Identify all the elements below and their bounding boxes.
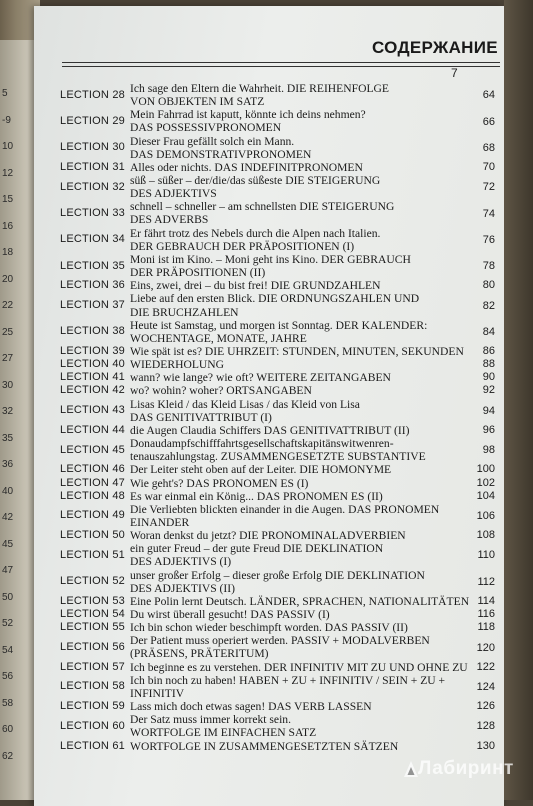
facing-page-number: 50 (2, 591, 14, 603)
lesson-label: LECTION 46 (60, 463, 125, 476)
lesson-label: LECTION 33 (60, 206, 125, 219)
entry-title-line: Ich bin noch zu haben! HABEN + ZU + INFINITIV / SEIN + ZU + (130, 673, 446, 687)
entry-page-number: 102 (476, 476, 495, 489)
toc-entry (60, 634, 495, 660)
facing-page-number: 58 (2, 697, 14, 709)
entry-title-line: Wie spät ist es? DIE UHRZEIT: STUNDEN, MINUTEN, SEKUNDEN (130, 345, 464, 358)
facing-page-number: 5 (2, 88, 8, 99)
entry-title-line: Er fährt trotz des Nebels durch die Alpen nach Italien. (130, 226, 381, 240)
toc-entry (60, 503, 495, 529)
toc-entry (60, 358, 495, 371)
entry-title-line: Du wirst überall gesucht! DAS PASSIV (I) (130, 608, 330, 621)
entry-title-line: Eins, zwei, drei – du bist frei! DIE GRUNDZAHLEN (130, 279, 381, 293)
entry-title-line: Donaudampfschifffahrtsgesellschaftskapitänswitwenren- (130, 437, 394, 451)
entry-page-number: 86 (482, 345, 495, 357)
entry-title-line: Moni ist im Kino. – Moni geht ins Kino. DER GEBRAUCH (130, 252, 411, 266)
entry-title-line: Der Leiter steht oben auf der Leiter. DIE HOMONYME (130, 463, 392, 477)
entry-page-number: 76 (482, 233, 495, 246)
entry-title-line: Woran denkst du jetzt? DIE PRONOMINALADVERBIEN (130, 529, 406, 543)
entry-page-number: 80 (482, 279, 495, 292)
toc-entry (60, 569, 495, 595)
lesson-label: LECTION 61 (60, 739, 125, 752)
entry-title-line: Ich beginne es zu verstehen. DER INFINITIV MIT ZU UND OHNE ZU (130, 660, 468, 674)
entry-page-number: 104 (476, 489, 495, 502)
facing-page-number: 27 (2, 353, 14, 364)
lesson-label: LECTION 47 (60, 476, 125, 489)
entry-page-number: 96 (482, 423, 495, 436)
toc-entry (60, 161, 495, 174)
toc-entry (60, 477, 495, 490)
facing-page-number: 42 (2, 512, 14, 523)
facing-page-number: 32 (2, 406, 14, 417)
entry-title-line: Der Satz muss immer korrekt sein. (130, 713, 291, 727)
facing-page-number: 36 (2, 459, 14, 470)
toc-entry (60, 398, 495, 424)
entry-page-number: 112 (477, 575, 495, 588)
toc-entry (60, 108, 495, 134)
entry-page-number: 74 (482, 207, 495, 220)
entry-page-number: 94 (482, 404, 495, 417)
toc-entry (60, 595, 495, 608)
toc-entry (60, 292, 495, 318)
entry-page-number: 130 (476, 739, 495, 752)
entry-page-number: 126 (476, 700, 495, 713)
toc-entry (60, 529, 495, 542)
lesson-label: LECTION 55 (60, 621, 125, 634)
entry-title-line: Der Patient muss operiert werden. PASSIV + MODALVERBEN (130, 634, 430, 648)
entry-title-line: DES ADJEKTIVS (II) (130, 581, 235, 595)
toc-entry (60, 490, 495, 503)
lesson-label: LECTION 42 (60, 384, 125, 397)
lesson-label: LECTION 30 (60, 141, 125, 154)
lesson-label: LECTION 44 (60, 423, 125, 436)
lesson-label: LECTION 36 (60, 279, 125, 292)
entry-title-line: Lass mich doch etwas sagen! DAS VERB LASSEN (130, 700, 372, 714)
toc-entry (60, 345, 495, 358)
book-right-edge (504, 0, 533, 800)
entry-page-number: 84 (482, 325, 495, 338)
entry-title-line: Ich bin schon wieder beschimpft worden. DAS PASSIV (II) (130, 621, 408, 635)
lesson-label: LECTION 52 (60, 575, 125, 588)
toc-entry (60, 135, 495, 161)
entry-title-line: unser großer Erfolg – dieser große Erfolg DIE DEKLINATION (130, 568, 425, 582)
watermark-logo: Лабиринт (418, 758, 514, 779)
toc-entry (60, 740, 495, 753)
facing-page-number: 35 (2, 432, 14, 444)
lesson-label: LECTION 29 (60, 114, 125, 127)
entry-title-line: Alles oder nichts. DAS INDEFINITPRONOMEN (130, 160, 363, 174)
lesson-label: LECTION 59 (60, 700, 125, 713)
entry-title-line: WOCHENTAGE, MONATE, JAHRE (130, 331, 307, 345)
entry-title-line: DER GEBRAUCH DER PRÄPOSITIONEN (I) (130, 239, 355, 253)
entry-title-line: DAS POSSESSIVPRONOMEN (130, 121, 282, 135)
labirint-logo-icon (403, 760, 419, 778)
toc-entry (60, 661, 495, 674)
entry-page-number: 116 (477, 608, 495, 620)
entry-page-number: 120 (476, 641, 495, 654)
page-title: СОДЕРЖАНИЕ (372, 38, 498, 57)
toc-entry (60, 227, 495, 253)
lesson-label: LECTION 38 (60, 325, 125, 338)
facing-page-number: 62 (2, 750, 14, 762)
entry-title-line: schnell – schneller – am schnellsten DIE STEIGERUNG (130, 200, 395, 214)
entry-title-line: DIE BRUCHZAHLEN (130, 305, 239, 319)
lesson-label: LECTION 31 (60, 160, 125, 173)
entry-title-line: wo? wohin? woher? ORTSANGABEN (130, 384, 312, 398)
page-number: 7 (451, 66, 458, 80)
facing-page-number: 52 (2, 618, 14, 629)
lesson-label: LECTION 39 (60, 345, 125, 357)
entry-page-number: 114 (477, 594, 495, 607)
entry-page-number: 92 (482, 384, 495, 397)
entry-title-line: WIEDERHOLUNG (130, 358, 225, 372)
toc-entry (60, 319, 495, 345)
entry-page-number: 118 (477, 621, 495, 634)
facing-page-number: 45 (2, 538, 14, 550)
lesson-label: LECTION 56 (60, 640, 125, 653)
lesson-label: LECTION 51 (60, 548, 125, 561)
facing-page-number: 54 (2, 644, 14, 656)
toc-entry (60, 437, 495, 463)
lesson-label: LECTION 41 (60, 371, 125, 384)
facing-page-number: 20 (2, 273, 14, 285)
toc-entry (60, 174, 495, 200)
facing-page-number: 40 (2, 485, 14, 497)
entry-page-number: 90 (482, 371, 495, 384)
toc-entry (60, 621, 495, 634)
facing-page-number: 22 (2, 300, 14, 311)
entry-title-line: Lisas Kleid / das Kleid Lisas / das Kleid von Lisa (130, 397, 360, 411)
toc-entry (60, 200, 495, 226)
entry-page-number: 98 (482, 444, 495, 457)
entry-page-number: 82 (482, 299, 495, 312)
facing-page-number: -9 (2, 114, 11, 126)
entry-title-line: süß – süßer – der/die/das süßeste DIE STEIGERUNG (130, 174, 381, 188)
facing-page-number: 60 (2, 724, 14, 735)
lesson-label: LECTION 48 (60, 489, 125, 502)
entry-title-line: Liebe auf den ersten Blick. DIE ORDNUNGSZAHLEN UND (130, 292, 420, 306)
toc-entry (60, 608, 495, 621)
lesson-label: LECTION 35 (60, 259, 125, 272)
entry-page-number: 110 (477, 549, 495, 562)
facing-page-number: 47 (2, 565, 14, 576)
entry-title-line: Es war einmal ein König... DAS PRONOMEN ES (II) (130, 489, 383, 503)
entry-title-line: WORTFOLGE IM EINFACHEN SATZ (130, 726, 317, 740)
lesson-label: LECTION 58 (60, 680, 125, 693)
header-rule (62, 62, 500, 63)
header-rule-secondary (62, 66, 500, 67)
entry-title-line: tenauszahlungstag. ZUSAMMENGESETZTE SUBSTANTIVE (130, 450, 426, 464)
facing-page-number: 56 (2, 671, 14, 682)
toc-entry (60, 463, 495, 476)
entry-title-line: EINANDER (130, 515, 190, 529)
entry-title-line: die Augen Claudia Schiffers DAS GENITIVATTRIBUT (II) (130, 423, 410, 437)
facing-page-number: 10 (2, 141, 14, 152)
lesson-label: LECTION 60 (60, 719, 125, 732)
entry-page-number: 66 (482, 115, 495, 128)
entry-title-line: DES ADJEKTIVS (I) (130, 555, 232, 569)
entry-page-number: 122 (476, 660, 495, 673)
entry-title-line: ein guter Freud – der gute Freud DIE DEKLINATION (130, 542, 384, 556)
lesson-label: LECTION 32 (60, 180, 125, 193)
toc-entry (60, 542, 495, 568)
entry-title-line: Dieser Frau gefällt solch ein Mann. (130, 134, 295, 148)
facing-page-number: 18 (2, 247, 14, 258)
lesson-label: LECTION 37 (60, 298, 125, 311)
facing-page-number: 12 (2, 167, 14, 179)
entry-title-line: DAS GENITIVATTRIBUT (I) (130, 410, 272, 424)
entry-title-line: Eine Polin lernt Deutsch. LÄNDER, SPRACHEN, NATIONALITÄTEN (130, 594, 470, 608)
toc-entry (60, 674, 495, 700)
facing-page-edge (0, 40, 34, 800)
toc-entry (60, 253, 495, 279)
entry-page-number: 100 (476, 463, 495, 476)
lesson-label: LECTION 43 (60, 404, 125, 417)
lesson-label: LECTION 49 (60, 509, 125, 522)
entry-title-line: Die Verliebten blickten einander in die Augen. DAS PRONOMEN (130, 502, 440, 516)
facing-page-number: 16 (2, 220, 14, 232)
entry-title-line: wann? wie lange? wie oft? WEITERE ZEITANGABEN (130, 371, 391, 385)
entry-title-line: DES ADJEKTIVS (130, 187, 217, 201)
entry-page-number: 124 (476, 680, 495, 693)
toc-entry (60, 384, 495, 397)
lesson-label: LECTION 50 (60, 529, 125, 542)
toc-entry (60, 82, 495, 108)
entry-page-number: 78 (482, 260, 495, 273)
entry-title-line: DER PRÄPOSITIONEN (II) (130, 266, 266, 280)
toc-entry (60, 279, 495, 292)
lesson-label: LECTION 34 (60, 233, 125, 246)
toc-entry (60, 424, 495, 437)
facing-page-number: 15 (2, 194, 14, 205)
lesson-label: LECTION 57 (60, 660, 125, 673)
lesson-label: LECTION 40 (60, 358, 125, 371)
entry-page-number: 68 (482, 141, 495, 154)
entry-title-line: Ich sage den Eltern die Wahrheit. DIE REIHENFOLGE (130, 82, 389, 95)
entry-page-number: 72 (482, 181, 495, 194)
entry-title-line: DAS DEMONSTRATIVPRONOMEN (130, 147, 312, 161)
lesson-label: LECTION 54 (60, 608, 125, 620)
entry-title-line: DES ADVERBS (130, 213, 209, 227)
toc-entry (60, 371, 495, 384)
entry-title-line: INFINITIV (130, 686, 185, 700)
entry-page-number: 128 (476, 720, 495, 733)
entry-title-line: (PRÄSENS, PRÄTERITUM) (130, 647, 269, 661)
facing-page-number: 30 (2, 379, 14, 391)
lesson-label: LECTION 28 (60, 88, 125, 101)
entry-title-line: WORTFOLGE IN ZUSAMMENGESETZTEN SÄTZEN (130, 739, 399, 753)
facing-page-number: 25 (2, 326, 14, 338)
entry-page-number: 64 (482, 89, 495, 102)
lesson-label: LECTION 53 (60, 594, 125, 607)
entry-title-line: Wie geht's? DAS PRONOMEN ES (I) (130, 476, 309, 490)
entry-title-line: Heute ist Samstag, und morgen ist Sonntag. DER KALENDER: (130, 318, 428, 332)
entry-title-line: VON OBJEKTEN IM SATZ (130, 95, 265, 109)
lesson-label: LECTION 45 (60, 443, 125, 456)
entry-page-number: 108 (476, 529, 495, 542)
toc-entry (60, 700, 495, 713)
entry-title-line: Mein Fahrrad ist kaputt, könnte ich deins nehmen? (130, 108, 366, 122)
entry-page-number: 70 (482, 160, 495, 173)
entry-page-number: 88 (482, 358, 495, 371)
toc-entry (60, 713, 495, 739)
entry-page-number: 106 (476, 510, 495, 523)
